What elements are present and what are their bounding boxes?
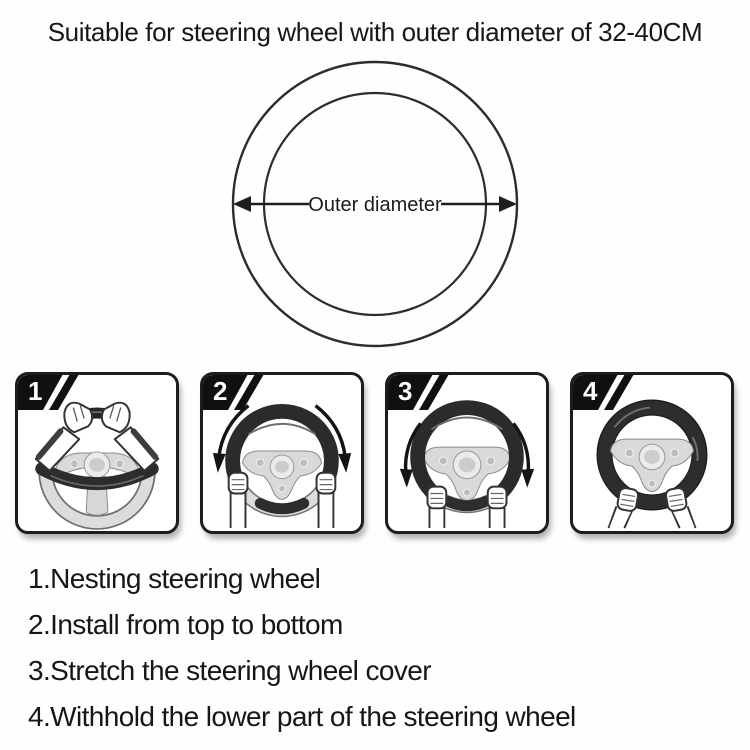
ring-diagram-graphic: [143, 52, 607, 358]
installation-steps: [0, 358, 750, 534]
step-number: 3: [398, 376, 413, 406]
step-number: 2: [213, 376, 228, 406]
cover-bottom-loop: [260, 503, 303, 508]
instruction-1: 1.Nesting steering wheel: [28, 563, 321, 594]
outer-diameter-label: Outer diameter: [308, 194, 442, 216]
outer-diameter-diagram: [0, 52, 750, 358]
arrowhead-left: [233, 196, 251, 212]
instruction-3: 3.Stretch the steering wheel cover: [28, 655, 431, 686]
instruction-4: 4.Withhold the lower part of the steering wheel: [28, 701, 576, 732]
covered-wheel: [597, 400, 707, 510]
step-number: 1: [28, 376, 43, 406]
instruction-2: 2.Install from top to bottom: [28, 609, 343, 640]
step-number: 4: [583, 376, 598, 406]
page-title: Suitable for steering wheel with outer diameter of 32-40CM: [47, 17, 703, 47]
step-panel-1: [15, 372, 179, 534]
arrowhead-right: [499, 196, 517, 212]
step-panel-3: [385, 372, 549, 534]
step-panel-2: [200, 372, 364, 534]
cover-bottom-loop: [448, 501, 486, 505]
instruction-list: [0, 534, 750, 740]
step-panel-4: [570, 372, 734, 534]
